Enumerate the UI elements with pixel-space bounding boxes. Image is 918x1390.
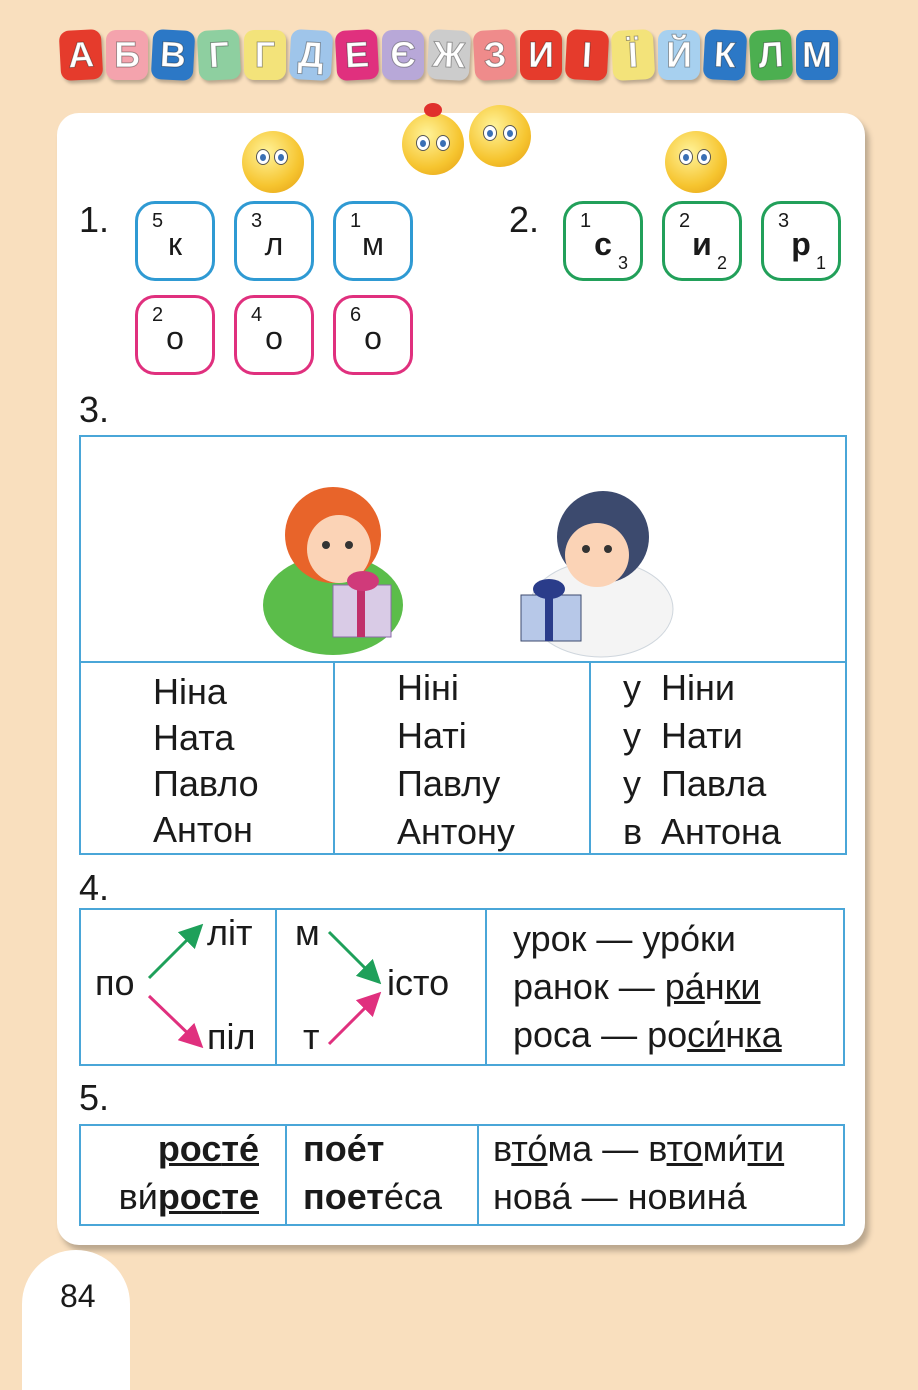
alphabet-tile: З xyxy=(473,29,518,81)
letter: и xyxy=(692,226,712,262)
divider xyxy=(81,661,845,663)
exercise-5-number: 5. xyxy=(79,1077,110,1118)
name-nominative: Антон xyxy=(153,809,253,850)
name-dative: Антону xyxy=(397,811,515,852)
boy-smiley-icon xyxy=(469,105,531,167)
alphabet-tile: Й xyxy=(658,30,700,80)
line-rosa: роса — роси́нка xyxy=(513,1014,782,1055)
letter: с xyxy=(594,226,612,262)
arrows-left xyxy=(141,920,211,1050)
alphabet-tile: Г xyxy=(244,30,286,80)
smiley-icon xyxy=(242,131,304,193)
preposition: у xyxy=(623,763,641,804)
page-number-tab xyxy=(22,1250,130,1390)
exercise-3-number: 3. xyxy=(79,389,110,430)
word-poetesa: поете́са xyxy=(303,1176,442,1217)
position-number: 3 xyxy=(778,210,790,232)
exercise-1-number: 1. xyxy=(79,199,110,240)
letter: о xyxy=(265,320,283,356)
name-nominative: Павло xyxy=(153,763,259,804)
position-number: 5 xyxy=(152,210,164,232)
word-poet: пое́т xyxy=(303,1128,385,1169)
letter-m: м xyxy=(295,912,320,953)
line-ranok: ранок — ра́нки xyxy=(513,966,761,1007)
letter-card xyxy=(135,295,215,375)
alphabet-tile: Е xyxy=(335,29,380,81)
page-number: 84 xyxy=(60,1278,96,1314)
alphabet-tile: А xyxy=(59,29,104,81)
name-nominative: Ната xyxy=(153,717,235,758)
alphabet-tile: Ж xyxy=(427,29,472,81)
name-dative: Павлу xyxy=(397,763,501,804)
letter-card xyxy=(333,201,413,281)
name-genitive: Нати xyxy=(661,715,743,756)
divider xyxy=(485,910,487,1064)
position-number: 1 xyxy=(350,210,362,232)
name-genitive: Антона xyxy=(661,811,781,852)
root-po: по xyxy=(95,962,135,1003)
name-dative: Ніні xyxy=(397,667,459,708)
exercise-4-number: 4. xyxy=(79,867,110,908)
position-number: 4 xyxy=(251,304,263,326)
exercise-3-table xyxy=(79,435,847,855)
letter: к xyxy=(168,226,182,262)
order-number: 3 xyxy=(617,253,628,273)
position-number: 1 xyxy=(580,210,592,232)
letter: л xyxy=(264,226,284,262)
letter-card xyxy=(333,295,413,375)
position-number: 6 xyxy=(350,304,362,326)
alphabet-tile: К xyxy=(703,29,748,81)
line-nova: нова́ — новина́ xyxy=(493,1176,747,1217)
arrows-mid xyxy=(323,920,387,1050)
alphabet-tile: В xyxy=(151,29,196,81)
line-vtoma: вто́ма — втоми́ти xyxy=(493,1128,785,1169)
name-genitive: Павла xyxy=(661,763,767,804)
letter-card xyxy=(563,201,643,281)
letter: р xyxy=(791,226,811,262)
letter-t: т xyxy=(303,1016,320,1057)
alphabet-tile: Б xyxy=(106,30,148,80)
letter-card xyxy=(135,201,215,281)
alphabet-tile: Л xyxy=(749,29,794,81)
girl-smiley-icon xyxy=(402,113,464,175)
exercise-2-number: 2. xyxy=(509,199,540,240)
preposition: у xyxy=(623,667,641,708)
divider xyxy=(285,1126,287,1224)
preposition: у xyxy=(623,715,641,756)
letter: о xyxy=(166,320,184,356)
alphabet-tile: І xyxy=(565,29,610,81)
letter-card xyxy=(234,295,314,375)
letter-card xyxy=(761,201,841,281)
divider xyxy=(589,661,591,853)
word-pil: піл xyxy=(207,1016,256,1057)
alphabet-tile: Д xyxy=(289,29,334,81)
word-lit: літ xyxy=(207,912,253,953)
exercise-card xyxy=(57,113,865,1245)
name-genitive: Ніни xyxy=(661,667,735,708)
letter-card xyxy=(234,201,314,281)
letter: м xyxy=(362,226,384,262)
divider xyxy=(477,1126,479,1224)
alphabet-tile: Є xyxy=(382,30,424,80)
alphabet-tile: М xyxy=(796,30,838,80)
divider xyxy=(333,661,335,853)
alphabet-tile: И xyxy=(520,30,562,80)
order-number: 2 xyxy=(716,253,727,273)
position-number: 2 xyxy=(679,210,691,232)
order-number: 1 xyxy=(815,253,826,273)
position-number: 2 xyxy=(152,304,164,326)
divider xyxy=(275,910,277,1064)
position-number: 3 xyxy=(251,210,263,232)
word-isto: істо xyxy=(387,962,450,1003)
word-vyroste: ви́росте xyxy=(118,1176,259,1217)
children-illustration xyxy=(81,437,845,661)
preposition: в xyxy=(623,811,643,852)
letter: о xyxy=(364,320,382,356)
name-dative: Наті xyxy=(397,715,467,756)
name-nominative: Ніна xyxy=(153,671,227,712)
word-roste: росте́ xyxy=(157,1128,259,1169)
alphabet-tile: Ї xyxy=(611,29,656,81)
alphabet-tile: Г xyxy=(197,29,242,81)
exercise-5-table xyxy=(79,1124,845,1226)
line-urok: урок — уро́ки xyxy=(513,918,736,959)
exercise-4-table xyxy=(79,908,845,1066)
smiley-icon-right xyxy=(665,131,727,193)
letter-card xyxy=(662,201,742,281)
